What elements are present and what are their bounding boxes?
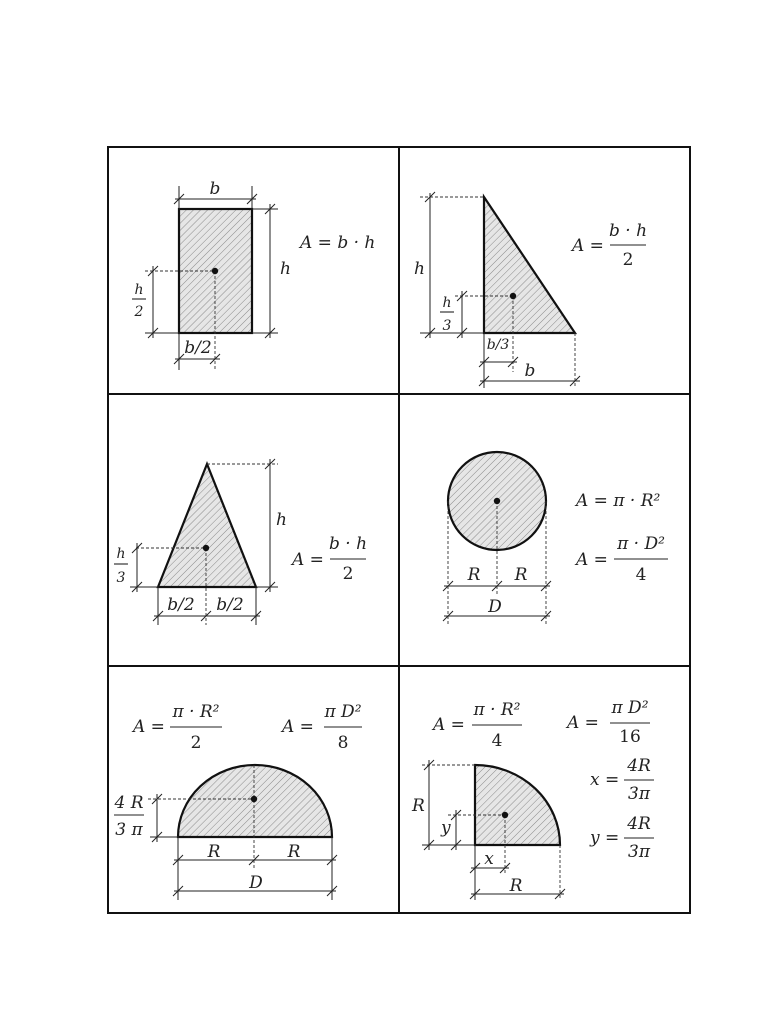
dim-b-half-left-label: b/2 <box>167 595 195 615</box>
cell-rectangle <box>132 179 375 370</box>
formula1-numerator: π · R² <box>473 700 521 720</box>
formula1-numerator: π · R² <box>172 702 220 722</box>
formula-numerator: b · h <box>608 221 648 241</box>
formula2-denominator: 16 <box>619 727 641 747</box>
center-point <box>494 498 500 504</box>
cell-quarter-circle <box>411 698 654 900</box>
formula-lhs: A = <box>572 236 604 256</box>
dim-h-label: h <box>276 510 287 530</box>
centroid-denominator: 3 π <box>115 820 143 840</box>
centroid-h-denominator: 2 <box>134 304 144 320</box>
formula2-numerator: π · D² <box>617 534 665 554</box>
dim-r-right-label: R <box>287 842 301 862</box>
rectangle-area-formula: A = b · h <box>300 233 376 253</box>
formula1-lhs: A = <box>433 715 465 735</box>
centroid-h-numerator: h <box>134 282 144 298</box>
dim-b-half-right-label: b/2 <box>216 595 244 615</box>
cell-semicircle <box>113 702 362 900</box>
circle-area-formula: A = π · R² <box>576 491 661 511</box>
centroid-h-numerator: h <box>442 295 452 311</box>
dim-r-left-label: R <box>467 565 481 585</box>
dim-d-label: D <box>488 597 502 617</box>
dim-b-label: b <box>524 361 536 381</box>
isosceles-triangle-shape <box>158 464 256 587</box>
formula2-lhs: A = <box>567 713 599 733</box>
formula2-numerator: π D² <box>324 702 362 722</box>
y-denominator: 3π <box>628 842 650 862</box>
quarter-circle-shape <box>475 765 560 845</box>
cell-circle <box>443 452 668 624</box>
formula2-denominator: 8 <box>337 733 349 753</box>
dim-b-label: b <box>209 179 221 199</box>
y-numerator: 4R <box>627 814 651 834</box>
centroid-point <box>251 796 257 802</box>
centroid-numerator: 4 R <box>114 793 144 813</box>
formula1-denominator: 2 <box>190 733 202 753</box>
y-lhs: y = <box>590 828 620 848</box>
dim-x-label: x <box>484 849 494 869</box>
cell-isosceles-triangle <box>114 459 367 625</box>
formula2-numerator: π D² <box>611 698 649 718</box>
formula1-denominator: 4 <box>491 731 503 751</box>
x-numerator: 4R <box>627 756 651 776</box>
dim-b-third-label: b/3 <box>486 337 510 353</box>
centroid-point <box>212 268 218 274</box>
dim-d-label: D <box>249 873 263 893</box>
dim-y-label: y <box>441 818 451 838</box>
centroid-h-denominator: 3 <box>442 318 452 334</box>
dim-b-half-label: b/2 <box>184 338 212 358</box>
x-denominator: 3π <box>628 784 650 804</box>
dim-r-right-label: R <box>514 565 528 585</box>
formula2-lhs: A = <box>576 550 608 570</box>
formula2-denominator: 4 <box>635 565 647 585</box>
dim-r-horizontal-label: R <box>509 876 523 896</box>
formula1-lhs: A = <box>133 717 165 737</box>
right-triangle-shape <box>484 197 575 333</box>
centroid-h-denominator: 3 <box>116 570 126 586</box>
cell-right-triangle <box>414 192 647 388</box>
centroid-point <box>502 812 508 818</box>
dim-h-label: h <box>414 259 425 279</box>
dim-r-left-label: R <box>207 842 221 862</box>
formula-denominator: 2 <box>342 564 354 584</box>
formula-lhs: A = <box>292 550 324 570</box>
centroid-point <box>203 545 209 551</box>
formula2-lhs: A = <box>282 717 314 737</box>
x-lhs: x = <box>590 770 620 790</box>
formula-denominator: 2 <box>622 250 634 270</box>
centroid-h-numerator: h <box>116 546 126 562</box>
dim-h-label: h <box>280 259 291 279</box>
dim-r-vertical-label: R <box>412 796 425 816</box>
formula-numerator: b · h <box>328 534 368 554</box>
centroid-point <box>510 293 516 299</box>
